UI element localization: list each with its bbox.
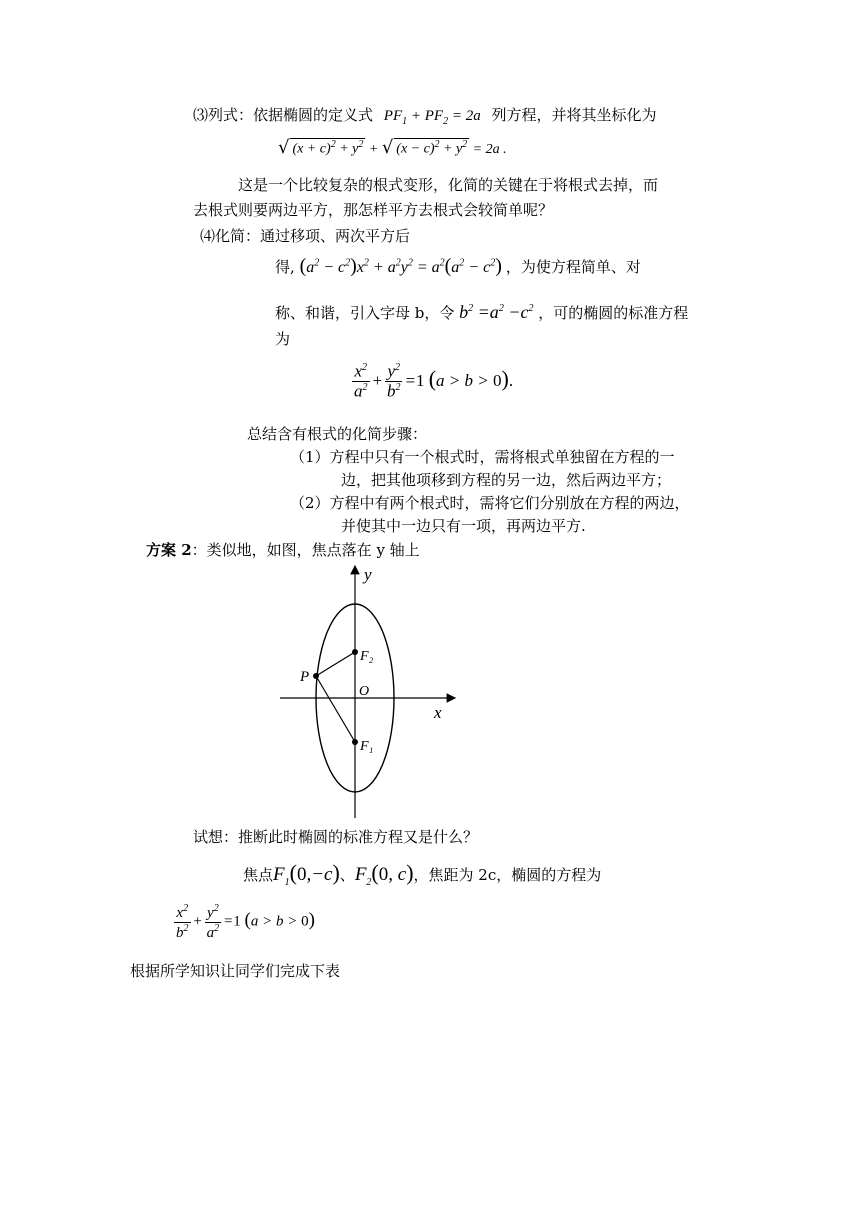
focus-f2-coords: $F_2(0$, c) (354, 860, 414, 888)
foci-line (243, 860, 601, 889)
question: 试想：推断此时椭圆的标准方程又是什么？ (193, 828, 479, 846)
step4-label: ⑷化简：通过移项、两次平方后 (200, 227, 411, 245)
summary-item-1-line2: 边，把其他项移到方程的另一边，然后两边平方； (341, 471, 672, 489)
step4-line2-prefix: 称、和谐，引入字母 b，令 (275, 304, 455, 322)
step4-expanded-equation: $(a^2 - c^2)x^2 + a^2y^2 = a^2(a^2 - c^2)$ (299, 255, 502, 277)
plan2-text: ：类似地，如图，焦点落在 y 轴上 (191, 541, 420, 559)
focus-f1 (352, 739, 358, 745)
summary-item-1-line1: （1）方程中只有一个根式时，需将根式单独留在方程的一 (290, 448, 675, 466)
step4-line1-suffix: ，为使方程简单、对 (505, 258, 641, 276)
b-definition: $b^2 =a^2 -c^2$ (459, 302, 534, 322)
label-x: x (434, 703, 442, 722)
step3-line (193, 106, 657, 128)
focus-f2 (352, 649, 358, 655)
label-f1: F₁ (360, 739, 374, 754)
step3-definition: $PF_1 + PF_2 = 2a$ (383, 108, 481, 127)
standard-equation-x-axis: $\frac{x^2}{a^2}$ + $\frac{y^2}{b^2}$ =1 (a > b > 0). (354, 361, 514, 401)
segment-pf1 (316, 676, 355, 742)
ellipse-figure (270, 560, 470, 822)
step4-line2 (275, 302, 688, 324)
plan2-line (146, 541, 420, 559)
foci-suffix: ，焦距为 2c，椭圆的方程为 (413, 866, 602, 884)
standard-equation-y-axis: $\frac{x^2}{b^2}$ + $\frac{y^2}{a^2}$ =1 (a > b > 0) (176, 903, 315, 941)
label-f2: F₂ (360, 649, 374, 664)
step3-suffix: 列方程，并将其坐标化为 (491, 106, 657, 124)
step4-line3: 为 (275, 330, 291, 348)
step3-equation: √ $(x + c)^2 + y^2$ + √ $(x - c)^2 + y^2 = 2a$ . (278, 137, 507, 158)
foci-prefix: 焦点 (243, 866, 274, 884)
focus-f1-coords: $F_1(0,-c)$ (273, 860, 340, 888)
step4-line1-prefix: 得, (275, 258, 295, 276)
summary-title: 总结含有根式的化简步骤： (247, 425, 428, 443)
summary-item-2-line2: 并使其中一边只有一项，再两边平方. (341, 517, 586, 535)
plan2-label: 方案 2 (146, 541, 192, 559)
summary-item-2-line1: （2）方程中有两个根式时，需将它们分别放在方程的两边， (290, 494, 690, 512)
label-origin: O (359, 684, 370, 699)
step4-line1 (275, 254, 641, 278)
radical-para-line2: 去根式则要两边平方，那怎样平方去根式会较简单呢？ (193, 201, 554, 219)
point-p (313, 673, 319, 679)
label-p: P (300, 669, 310, 685)
closing-line: 根据所学知识让同学们完成下表 (130, 962, 341, 980)
radical-para-line1: 这是一个比较复杂的根式变形，化简的关键在于将根式去掉，而 (238, 176, 659, 194)
segment-pf2 (316, 652, 355, 676)
step4-line2-suffix: ，可的椭圆的标准方程 (538, 304, 689, 322)
foci-separator: 、 (339, 866, 355, 884)
step3-label: ⑶列式：依据椭圆的定义式 (193, 106, 374, 124)
label-y: y (364, 565, 372, 584)
